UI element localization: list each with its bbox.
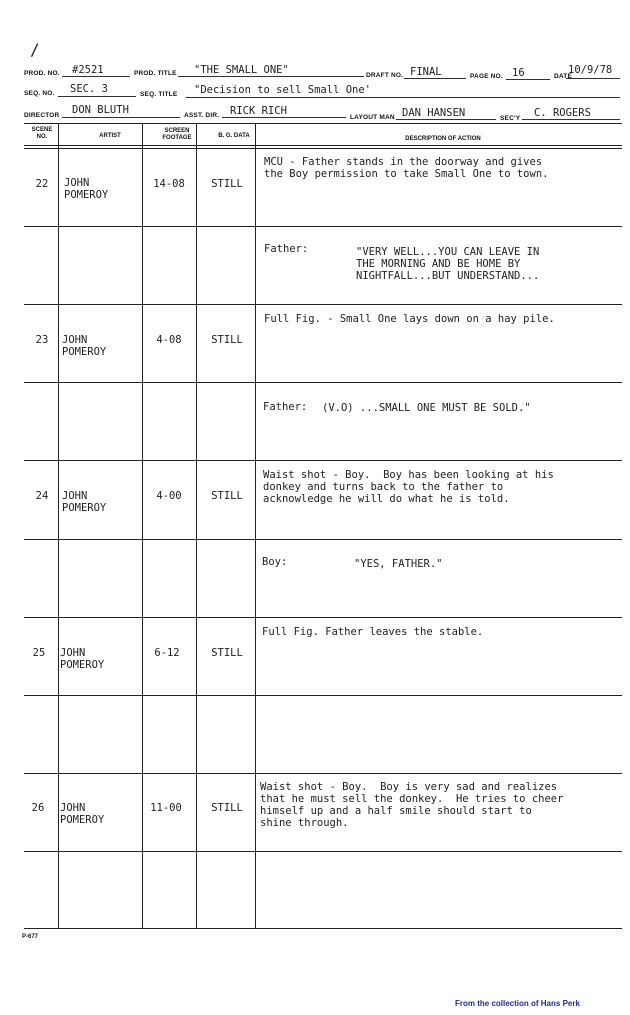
bg-data: STILL [211, 178, 243, 190]
director-label: DIRECTOR [24, 112, 60, 119]
screen-footage: 4-08 [156, 334, 182, 346]
pencil-mark: / [30, 40, 40, 59]
asst-dir-label: ASST. DIR. [184, 112, 220, 119]
col-header-footage: SCREEN FOOTAGE [162, 128, 192, 141]
draft-no-label: DRAFT NO. [366, 72, 404, 79]
artist-name: JOHN POMEROY [62, 334, 107, 358]
seq-title-value: "Decision to sell Small One' [194, 84, 372, 96]
artist-name: JOHN POMEROY [64, 177, 109, 201]
secy-value: C. ROGERS [534, 107, 591, 119]
bg-data: STILL [211, 647, 243, 659]
collection-credit: From the collection of Hans Perk [455, 999, 580, 1008]
director-value: DON BLUTH [72, 104, 129, 116]
col-header-artist: ARTIST [99, 133, 121, 139]
date-label: DATE [554, 73, 573, 80]
prod-no-label: PROD. NO. [24, 70, 60, 77]
dialog-line: "YES, FATHER." [354, 558, 443, 570]
col-header-bg: B. G. DATA [218, 133, 250, 139]
scene-number: 25 [32, 647, 46, 659]
seq-no-value: SEC. 3 [70, 83, 108, 95]
dialog-speaker: Father: [263, 401, 308, 413]
asst-dir-value: RICK RICH [230, 105, 287, 117]
action-description: Waist shot - Boy. Boy has been looking at his donkey and turns back to the father to acknowledge he will do what he is told. [263, 469, 554, 505]
action-description: Waist shot - Boy. Boy is very sad and realizes that he must sell the donkey. He tries to cheer himself up and a half smile should start to shine through. [260, 781, 564, 829]
action-description: MCU - Father stands in the doorway and gives the Boy permission to take Small One to town. [264, 156, 549, 180]
scene-number: 26 [31, 802, 45, 814]
screen-footage: 14-08 [153, 178, 185, 190]
screen-footage: 6-12 [154, 647, 180, 659]
prod-no-value: #2521 [72, 64, 104, 76]
col-header-scene: SCENE NO. [31, 127, 53, 140]
layout-man-value: DAN HANSEN [402, 107, 466, 119]
dialog-speaker: Boy: [262, 556, 288, 568]
bg-data: STILL [211, 334, 243, 346]
artist-name: JOHN POMEROY [62, 490, 107, 514]
action-description: Full Fig. - Small One lays down on a hay pile. [264, 313, 555, 325]
scene-number: 22 [35, 178, 49, 190]
scene-number: 24 [35, 490, 49, 502]
prod-title-value: "THE SMALL ONE" [194, 64, 289, 76]
page-no-label: PAGE NO. [470, 73, 503, 80]
seq-no-label: SEQ. NO. [24, 90, 55, 97]
screen-footage: 11-00 [150, 802, 182, 814]
secy-label: SEC'Y [500, 115, 521, 122]
seq-title-label: SEQ. TITLE [140, 91, 178, 98]
dialog-speaker: Father: [264, 243, 309, 255]
prod-title-label: PROD. TITLE [134, 70, 177, 77]
scene-number: 23 [35, 334, 49, 346]
page-no-value: 16 [512, 67, 525, 79]
dialog-line: (V.O) ...SMALL ONE MUST BE SOLD." [322, 402, 531, 414]
bg-data: STILL [211, 490, 243, 502]
artist-name: JOHN POMEROY [60, 802, 105, 826]
layout-man-label: LAYOUT MAN [350, 114, 395, 121]
dialog-line: "VERY WELL...YOU CAN LEAVE IN THE MORNING AND BE HOME BY NIGHTFALL...BUT UNDERSTAND... [356, 246, 540, 282]
date-value: 10/9/78 [568, 64, 613, 76]
form-code: P-677 [22, 934, 39, 940]
draft-no-value: FINAL [410, 66, 442, 78]
artist-name: JOHN POMEROY [60, 647, 105, 671]
col-header-description: DESCRIPTION OF ACTION [405, 136, 481, 142]
action-description: Full Fig. Father leaves the stable. [262, 626, 484, 638]
screen-footage: 4-00 [156, 490, 182, 502]
bg-data: STILL [211, 802, 243, 814]
